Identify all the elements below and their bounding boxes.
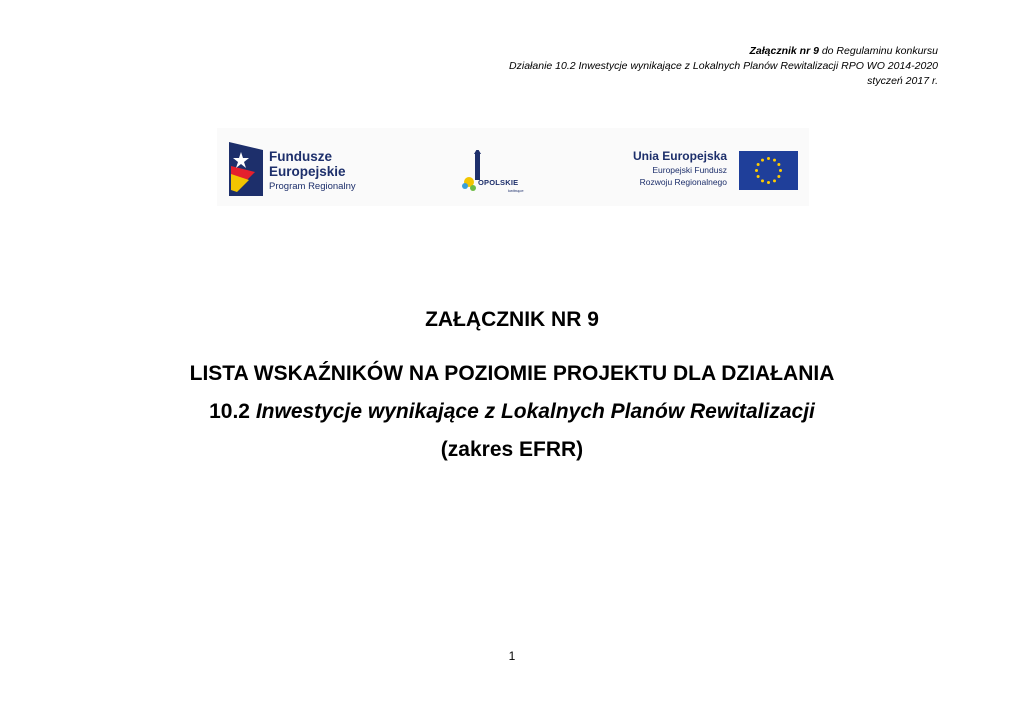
fundusze-europejskie-text	[269, 149, 356, 194]
ue-sub-line2: Rozwoju Regionalnego	[639, 177, 727, 187]
eu-star-icon	[777, 163, 780, 166]
subtitle-action-name: Inwestycje wynikające z Lokalnych Planów Rewitalizacji	[255, 400, 815, 423]
eu-star-icon	[761, 179, 764, 182]
fundusze-europejskie-logo-icon	[229, 142, 263, 196]
subtitle-line-2	[0, 393, 1024, 431]
opolskie-wordmark: OPOLSKIE	[478, 178, 519, 187]
header-line-2: Działanie 10.2 Inwestycje wynikające z Lokalnych Planów Rewitalizacji RPO WO 2014-2020	[509, 60, 938, 72]
page-number: 1	[508, 649, 516, 663]
logo-bar	[217, 128, 809, 206]
document-header	[509, 44, 938, 89]
header-line-1	[509, 44, 938, 59]
eu-star-icon	[779, 169, 782, 172]
fe-title-line2: Europejskie	[269, 164, 346, 179]
unia-europejska-text	[627, 150, 727, 188]
eu-star-icon	[777, 175, 780, 178]
fe-title-line1: Fundusze	[269, 149, 332, 164]
header-attachment-rest: do Regulaminu konkursu	[818, 45, 938, 57]
ue-title: Unia Europejska	[632, 149, 727, 163]
header-line-3: styczeń 2017 r.	[867, 75, 938, 87]
fe-subtitle: Program Regionalny	[269, 181, 356, 192]
eu-flag-icon	[739, 151, 798, 190]
document-subtitle	[0, 355, 1024, 469]
eu-star-icon	[757, 163, 760, 166]
eu-star-icon	[767, 157, 770, 160]
subtitle-action-number: 10.2	[209, 400, 256, 423]
document-title: ZAŁĄCZNIK NR 9	[425, 308, 599, 331]
eu-star-icon	[755, 169, 758, 172]
opolskie-tagline: kwitnące	[508, 188, 524, 193]
eu-star-icon	[761, 159, 764, 162]
ue-sub-line1: Europejski Fundusz	[652, 165, 727, 175]
subtitle-line-3: (zakres EFRR)	[440, 438, 584, 461]
eu-star-icon	[773, 159, 776, 162]
eu-star-icon	[767, 181, 770, 184]
subtitle-line-1: LISTA WSKAŹNIKÓW NA POZIOMIE PROJEKTU DLA DZIAŁANIA	[189, 362, 835, 385]
header-attachment-number: Załącznik nr 9	[749, 45, 819, 57]
eu-star-icon	[773, 179, 776, 182]
eu-star-icon	[757, 175, 760, 178]
